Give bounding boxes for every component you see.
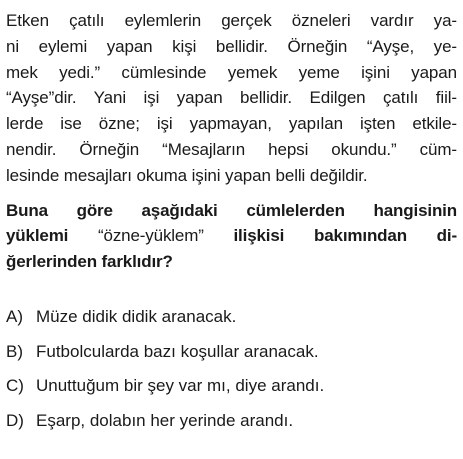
passage: [6, 8, 457, 189]
option-letter: D): [6, 410, 24, 430]
option-text: Futbolcularda bazı koşullar aranacak.: [36, 341, 319, 361]
question-line: [6, 223, 457, 249]
option-c[interactable]: [6, 369, 457, 404]
passage-line: lerde ise özne; işi yapmayan, yapılan işten etkile-: [6, 114, 457, 134]
question-bold-segment: yüklemi: [6, 226, 98, 246]
option-text: Müze didik didik aranacak.: [36, 306, 237, 326]
question-quoted-term: “özne-yüklem”: [98, 226, 204, 246]
option-letter: A): [6, 306, 23, 326]
passage-line: mek yedi.” cümlesinde yemek yeme işini yapan: [6, 62, 457, 82]
passage-line: lesinde mesajları okuma işini yapan belli değildir.: [6, 165, 368, 185]
option-letter: C): [6, 376, 24, 396]
option-a[interactable]: [6, 300, 457, 335]
passage-line: nendir. Örneğin “Mesajların hepsi okundu.” cüm-: [6, 139, 457, 159]
answer-options: [6, 300, 457, 438]
question-line: Buna göre aşağıdaki cümlelerden hangisinin: [6, 200, 457, 220]
option-d[interactable]: [6, 404, 457, 439]
passage-line: Etken çatılı eylemlerin gerçek özneleri vardır ya-: [6, 11, 457, 30]
passage-line: ni eylemi yapan kişi bellidir. Örneğin “Ayşe, ye-: [6, 36, 457, 56]
question-stem: [6, 198, 457, 275]
option-letter: B): [6, 341, 23, 361]
question-bold-segment: ilişkisi bakımından di-: [203, 226, 457, 246]
passage-line: “Ayşe”dir. Yani işi yapan bellidir. Edilgen çatılı fiil-: [6, 88, 457, 108]
question-line: ğerlerinden farklıdır?: [6, 252, 173, 272]
option-text: Unuttuğum bir şey var mı, diye arandı.: [36, 376, 325, 396]
option-b[interactable]: [6, 335, 457, 370]
option-text: Eşarp, dolabın her yerinde arandı.: [36, 410, 294, 430]
